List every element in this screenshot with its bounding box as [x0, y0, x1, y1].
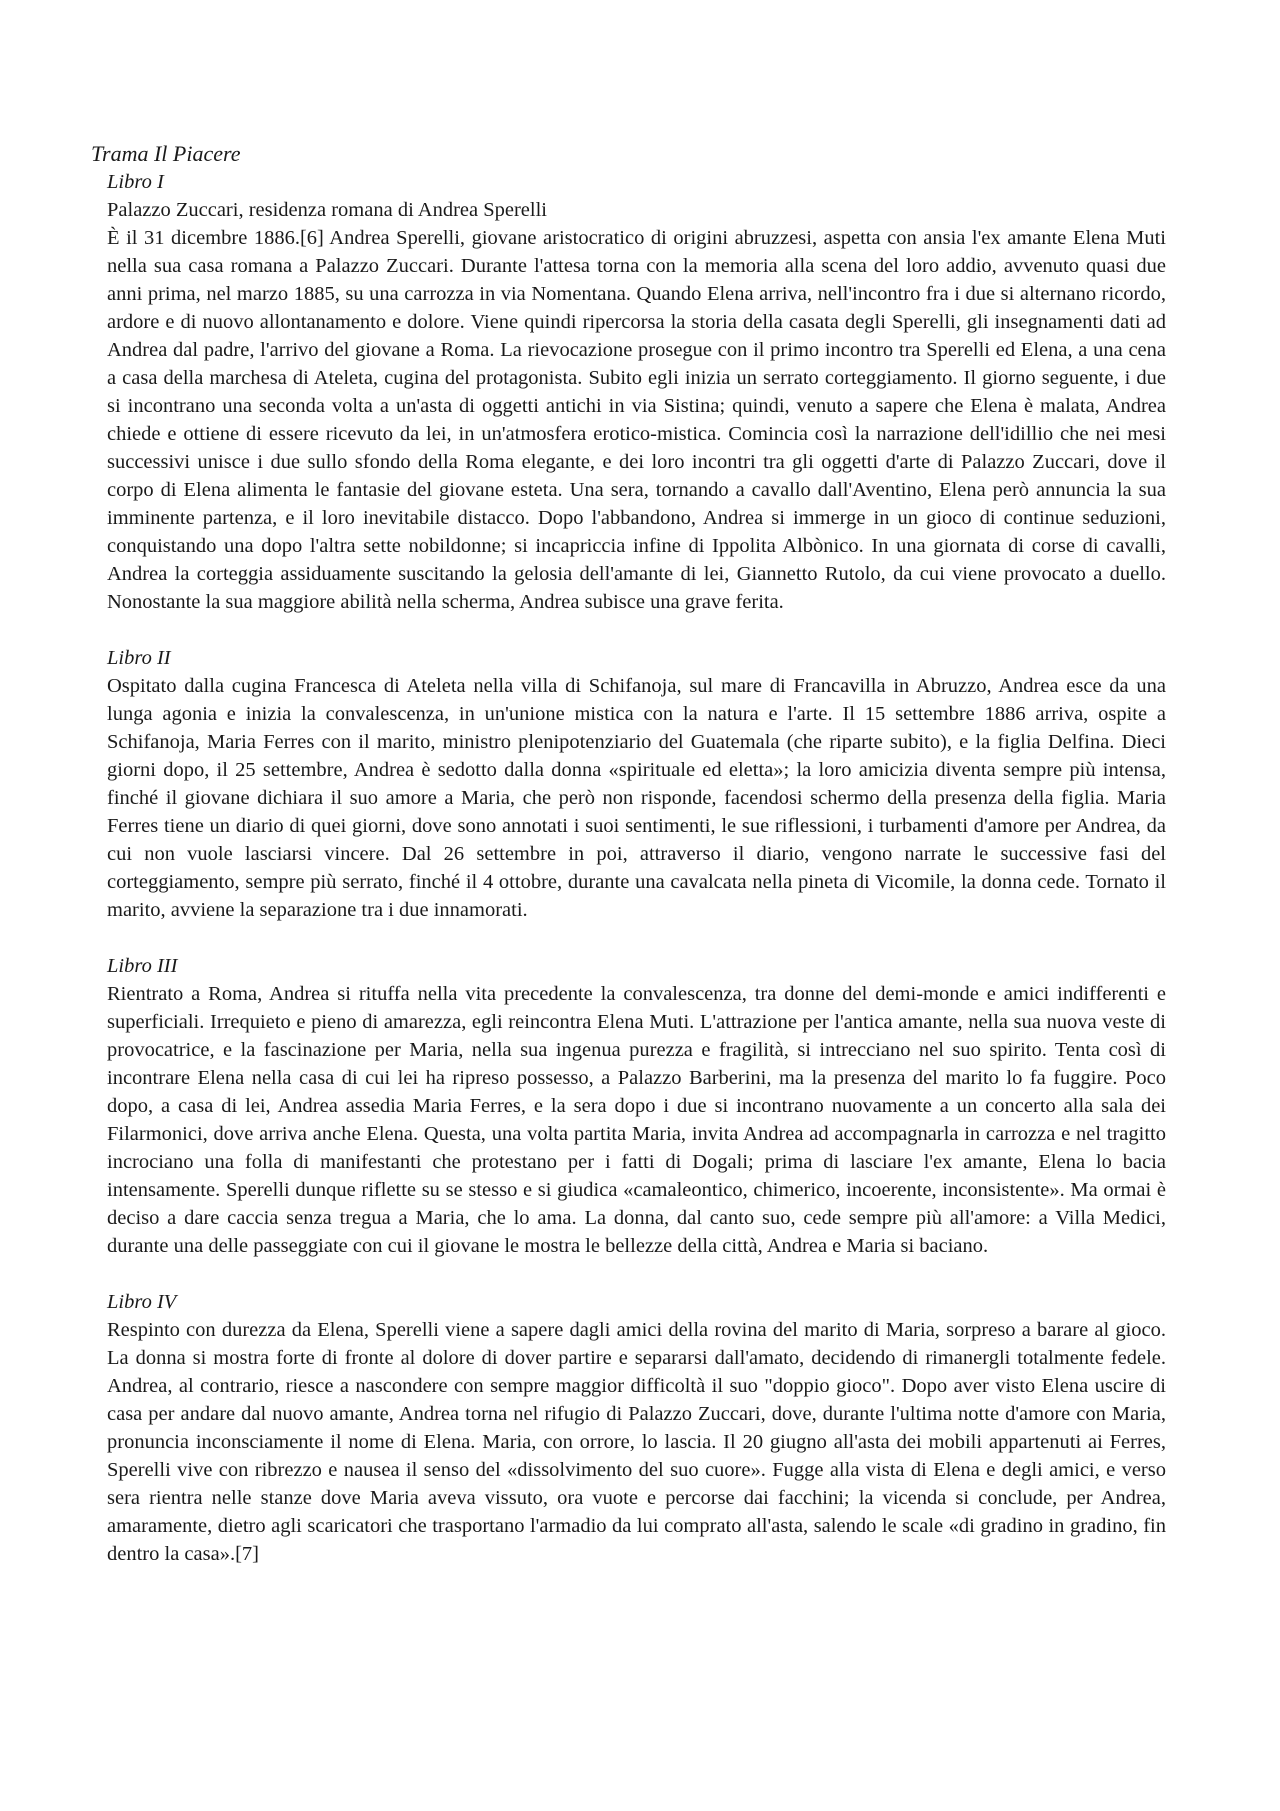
book-2-paragraph: Ospitato dalla cugina Francesca di Ateleta nella villa di Schifanoja, sul mare di Francavilla in Abruzzo, Andrea esce da una lunga agonia e inizia la convalescenza, in un'unione mistica con la natura e l'arte. Il 15 settembre 1886 arriva, ospite a Schifanoja, Maria Ferres con il marito, ministro plenipotenziario del Guatemala (che riparte subito), e la figlia Delfina. Dieci giorni dopo, il 25 settembre, Andrea è sedotto dalla donna «spirituale ed eletta»; la loro amicizia diventa sempre più intensa, finché il giovane dichiara il suo amore a Maria, che però non risponde, facendosi schermo della presenza della figlia. Maria Ferres tiene un diario di quei giorni, dove sono annotati i suoi sentimenti, le sue riflessioni, i turbamenti d'amore per Andrea, da cui non vuole lasciarsi vincere. Dal 26 settembre in poi, attraverso il diario, vengono narrate le successive fasi del corteggiamento, sempre più serrato, finché il 4 ottobre, durante una cavalcata nella pineta di Vicomile, la donna cede. Tornato il marito, avviene la separazione tra i due innamorati. — [107, 675, 1166, 921]
book-1-subheading: Palazzo Zuccari, residenza romana di Andrea Sperelli — [107, 199, 547, 221]
book-3-heading: Libro III — [107, 955, 178, 977]
book-3-section — [107, 952, 1166, 1260]
book-3-paragraph: Rientrato a Roma, Andrea si rituffa nella vita precedente la convalescenza, tra donne del demi-monde e amici indifferenti e superficiali. Irrequieto e pieno di amarezza, egli reincontra Elena Muti. L'attrazione per l'antica amante, nella sua nuova veste di provocatrice, e la fascinazione per Maria, nella sua ingenua purezza e fragilità, si intrecciano nel suo spirito. Tenta così di incontrare Elena nella casa di cui lei ha ripreso possesso, a Palazzo Barberini, ma la presenza del marito lo fa fuggire. Poco dopo, a casa di lei, Andrea assedia Maria Ferres, e la sera dopo i due si incontrano nuovamente a un concerto alla sala dei Filarmonici, dove arriva anche Elena. Questa, una volta partita Maria, invita Andrea ad accompagnarla in carrozza e nel tragitto incrociano una folla di manifestanti che protestano per i fatti di Dogali; prima di lasciare l'ex amante, Elena lo bacia intensamente. Sperelli dunque riflette su se stesso e si giudica «camaleontico, chimerico, incoerente, inconsistente». Ma ormai è deciso a dare caccia senza tregua a Maria, che lo ama. La donna, dal canto suo, cede sempre più all'amore: a Villa Medici, durante una delle passeggiate con cui il giovane le mostra le bellezze della città, Andrea e Maria si baciano. — [107, 983, 1166, 1257]
document-body — [107, 168, 1166, 1568]
book-2-section — [107, 644, 1166, 924]
book-1-section — [107, 168, 1166, 616]
document-title: Trama Il Piacere — [91, 141, 241, 166]
book-4-heading: Libro IV — [107, 1291, 177, 1313]
book-1-paragraph: È il 31 dicembre 1886.[6] Andrea Sperelli, giovane aristocratico di origini abruzzesi, aspetta con ansia l'ex amante Elena Muti nella sua casa romana a Palazzo Zuccari. Durante l'attesa torna con la memoria alla scena del loro addio, avvenuto quasi due anni prima, nel marzo 1885, su una carrozza in via Nomentana. Quando Elena arriva, nell'incontro fra i due si alternano ricordo, ardore e di nuovo allontanamento e dolore. Viene quindi ripercorsa la storia della casata degli Sperelli, gli insegnamenti dati ad Andrea dal padre, l'arrivo del giovane a Roma. La rievocazione prosegue con il primo incontro tra Sperelli ed Elena, a una cena a casa della marchesa di Ateleta, cugina del protagonista. Subito egli inizia un serrato corteggiamento. Il giorno seguente, i due si incontrano una seconda volta a un'asta di oggetti antichi in via Sistina; quindi, venuto a sapere che Elena è malata, Andrea chiede e ottiene di essere ricevuto da lei, in un'atmosfera erotico-mistica. Comincia così la narrazione dell'idillio che nei mesi successivi unisce i due sullo sfondo della Roma elegante, e dei loro incontri tra gli oggetti d'arte di Palazzo Zuccari, dove il corpo di Elena alimenta le fantasie del giovane esteta. Una sera, tornando a cavallo dall'Aventino, Elena però annuncia la sua imminente partenza, e il loro inevitabile distacco. Dopo l'abbandono, Andrea si immerge in un gioco di continue seduzioni, conquistando una dopo l'altra sette nobildonne; si incapriccia infine di Ippolita Albònico. In una giornata di corse di cavalli, Andrea la corteggia assiduamente suscitando la gelosia dell'amante di lei, Giannetto Rutolo, da cui viene provocato a duello. Nonostante la sua maggiore abilità nella scherma, Andrea subisce una grave ferita. — [107, 227, 1166, 613]
book-4-paragraph: Respinto con durezza da Elena, Sperelli viene a sapere dagli amici della rovina del marito di Maria, sorpreso a barare al gioco. La donna si mostra forte di fronte al dolore di dover partire e separarsi dall'amato, decidendo di rimanergli totalmente fedele. Andrea, al contrario, riesce a nascondere con sempre maggior difficoltà il suo "doppio gioco". Dopo aver visto Elena uscire di casa per andare dal nuovo amante, Andrea torna nel rifugio di Palazzo Zuccari, dove, durante l'ultima notte d'amore con Maria, pronuncia inconsciamente il nome di Elena. Maria, con orrore, lo lascia. Il 20 giugno all'asta dei mobili appartenuti ai Ferres, Sperelli vive con ribrezzo e nausea il senso del «dissolvimento del suo cuore». Fugge alla vista di Elena e degli amici, e verso sera rientra nelle stanze dove Maria aveva vissuto, ora vuote e percorse dai facchini; la vicenda si conclude, per Andrea, amaramente, dietro agli scaricatori che trasportano l'armadio da lui comprato all'asta, salendo le scale «di gradino in gradino, fin dentro la casa».[7] — [107, 1319, 1166, 1565]
book-4-section — [107, 1288, 1166, 1568]
book-1-heading: Libro I — [107, 171, 164, 193]
book-2-heading: Libro II — [107, 647, 171, 669]
document-page — [91, 140, 1166, 1596]
